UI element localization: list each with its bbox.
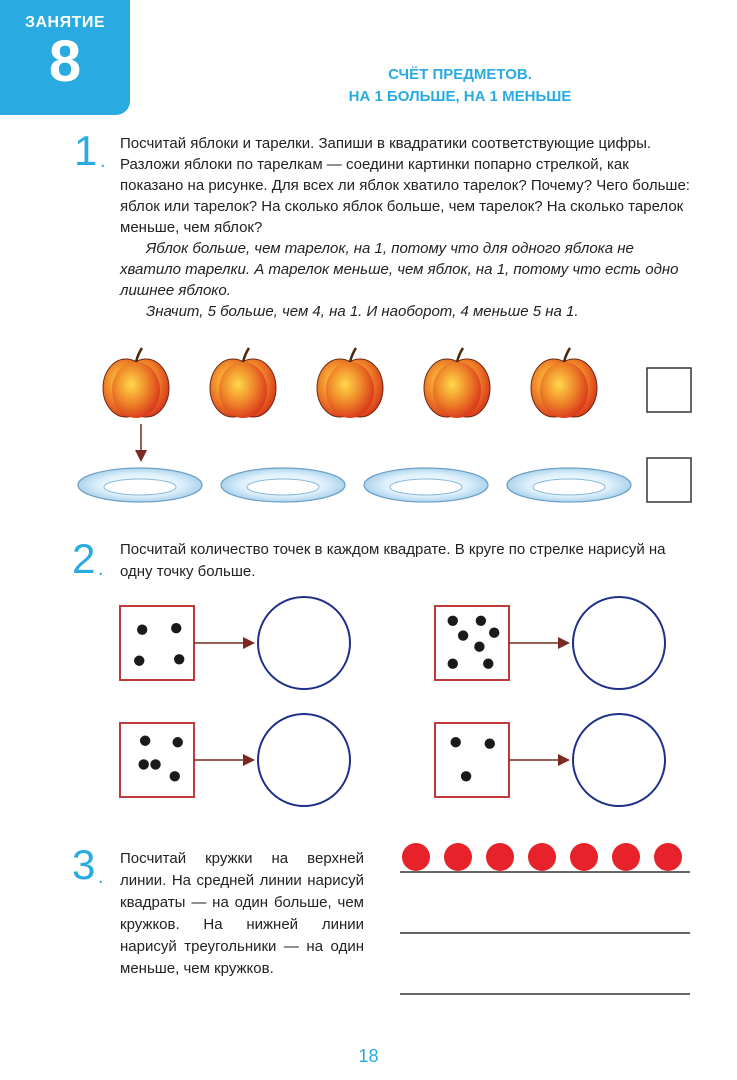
- dot: [448, 659, 458, 669]
- dot: [150, 759, 160, 769]
- task-3-dot: .: [98, 866, 104, 888]
- answer-circle[interactable]: [573, 597, 665, 689]
- task-1-answer: Яблок больше, чем тарелок, на 1, потому что для одного яблока не хватило тарелки. А тарелок меньше, чем яблок, на 1, потому что есть одно лишнее яблоко.: [120, 240, 679, 299]
- apple-icon[interactable]: [531, 348, 597, 418]
- dot-square: [120, 606, 194, 680]
- dot-card: [120, 597, 350, 689]
- dot: [476, 616, 486, 626]
- dot: [451, 737, 461, 747]
- apple-count-answer-box[interactable]: [647, 368, 691, 412]
- page-number: 18: [358, 1046, 379, 1066]
- dot: [173, 737, 183, 747]
- apple-icon[interactable]: [424, 348, 490, 418]
- dot: [474, 642, 484, 652]
- dot-card: [435, 714, 665, 806]
- dot: [174, 654, 184, 664]
- lesson-label: ЗАНЯТИЕ: [24, 14, 106, 31]
- red-circle: [570, 843, 598, 871]
- plate-icon[interactable]: [507, 468, 631, 502]
- plate-icon[interactable]: [364, 468, 488, 502]
- plate-icon[interactable]: [78, 468, 202, 502]
- dot: [485, 739, 495, 749]
- answer-circle[interactable]: [573, 714, 665, 806]
- red-circle: [402, 843, 430, 871]
- task-1-number: 1: [74, 127, 98, 174]
- dot: [489, 627, 499, 637]
- title-line-2: НА 1 БОЛЬШЕ, НА 1 МЕНЬШЕ: [348, 88, 572, 105]
- dot: [458, 630, 468, 640]
- dot-square: [435, 723, 509, 797]
- task-2-number: 2: [72, 535, 96, 582]
- dot: [170, 771, 180, 781]
- red-circle: [612, 843, 640, 871]
- task-2-dot: .: [98, 558, 104, 580]
- title-line-1: СЧЁТ ПРЕДМЕТОВ.: [388, 66, 532, 83]
- apple-icon[interactable]: [103, 348, 169, 418]
- red-circle: [654, 843, 682, 871]
- apple-icon[interactable]: [317, 348, 383, 418]
- red-circle: [486, 843, 514, 871]
- dot: [134, 656, 144, 666]
- answer-circle[interactable]: [258, 714, 350, 806]
- lesson-number: 8: [48, 29, 82, 94]
- dot: [138, 759, 148, 769]
- answer-circle[interactable]: [258, 597, 350, 689]
- dot-card: [435, 597, 665, 689]
- task-1-instructions: Посчитай яблоки и тарелки. Запиши в квадратики соответствующие цифры. Разложи яблоки по тарелкам — соедини картинки попарно стрелкой, как показано на рисунке. Для всех ли яблок хватило тарелок? Почему? Чего больше: яблок или тарелок? На сколько яблок больше, чем тарелок? На сколько тарелок меньше, чем яблок?: [120, 135, 690, 236]
- dot: [483, 659, 493, 669]
- plate-count-answer-box[interactable]: [647, 458, 691, 502]
- dot-cards: [120, 597, 665, 806]
- red-circle: [444, 843, 472, 871]
- task-2-instructions: Посчитай количество точек в каждом квадрате. В круге по стрелке нарисуй на одну точку больше.: [120, 541, 666, 580]
- dot-card: [120, 714, 350, 806]
- plate-icon[interactable]: [221, 468, 345, 502]
- task-1-dot: .: [100, 150, 106, 172]
- dot-square: [435, 606, 509, 680]
- red-circle: [528, 843, 556, 871]
- apple-icon[interactable]: [210, 348, 276, 418]
- apples-row: [103, 348, 597, 418]
- task-3-instructions: Посчитай кружки на верхней линии. На средней линии нарисуй квадраты — на один больше, чем кружков. На нижней линии нарисуй треугольники — на один меньше, чем кружков.: [120, 850, 364, 977]
- red-circles-row: [402, 843, 682, 871]
- dot: [461, 771, 471, 781]
- dot: [448, 616, 458, 626]
- task-3-number: 3: [72, 841, 96, 888]
- task-1-conclusion: Значит, 5 больше, чем 4, на 1. И наоборот, 4 меньше 5 на 1.: [146, 303, 579, 320]
- dot: [140, 736, 150, 746]
- dot: [137, 624, 147, 634]
- dot: [171, 623, 181, 633]
- plates-row: [78, 468, 631, 502]
